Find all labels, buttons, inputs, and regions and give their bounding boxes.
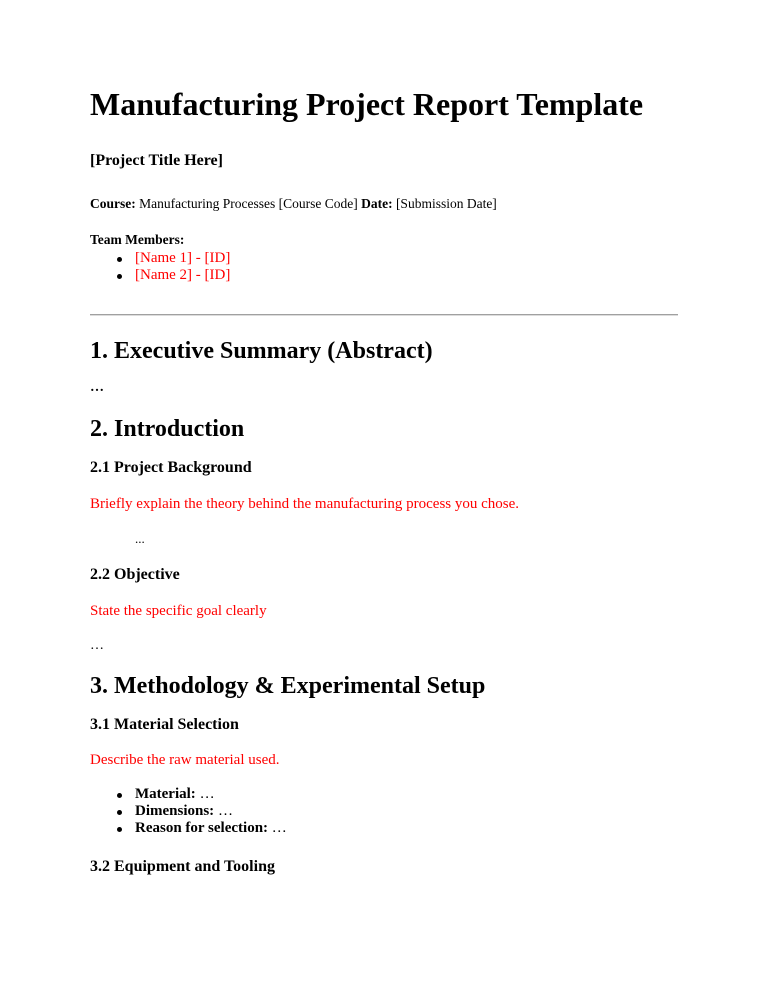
team-member-item — [90, 250, 230, 267]
material-detail-value: … — [217, 803, 233, 819]
horizontal-divider — [90, 314, 678, 316]
material-detail-item — [90, 820, 287, 837]
team-members-label: Team Members: — [90, 232, 185, 247]
project-background-instruction: Briefly explain the theory behind the manufacturing process you chose. — [90, 496, 520, 512]
material-detail-item — [90, 803, 287, 820]
subsection-heading-objective: 2.2 Objective — [90, 566, 180, 583]
section-heading-methodology: 3. Methodology & Experimental Setup — [90, 673, 486, 699]
team-members-list — [90, 250, 230, 284]
project-title: [Project Title Here] — [90, 152, 223, 169]
document-title: Manufacturing Project Report Template — [90, 86, 644, 122]
material-selection-instruction: Describe the raw material used. — [90, 752, 280, 768]
date-value: [Submission Date] — [395, 196, 497, 211]
material-detail-label: Reason for selection: — [135, 820, 269, 836]
project-background-body: ... — [135, 531, 145, 546]
course-meta-line — [90, 196, 497, 212]
objective-instruction: State the specific goal clearly — [90, 603, 267, 619]
material-detail-label: Dimensions: — [135, 803, 215, 819]
executive-summary-body: … — [90, 380, 104, 395]
subsection-heading-project-background: 2.1 Project Background — [90, 459, 252, 476]
team-member-name: [Name 2] - [ID] — [135, 267, 231, 283]
subsection-heading-equipment-tooling: 3.2 Equipment and Tooling — [90, 858, 275, 875]
date-label: Date: — [361, 196, 393, 211]
material-details-list — [90, 786, 287, 837]
team-member-name: [Name 1] - [ID] — [135, 250, 231, 266]
section-heading-executive-summary: 1. Executive Summary (Abstract) — [90, 338, 433, 364]
section-heading-introduction: 2. Introduction — [90, 416, 245, 442]
material-detail-value: … — [199, 786, 215, 802]
team-member-item — [90, 267, 230, 284]
course-value: Manufacturing Processes [Course Code] — [139, 196, 358, 211]
material-detail-item — [90, 786, 287, 803]
objective-body: … — [90, 638, 104, 653]
material-detail-label: Material: — [135, 786, 196, 802]
subsection-heading-material-selection: 3.1 Material Selection — [90, 716, 239, 733]
course-label: Course: — [90, 196, 136, 211]
material-detail-value: … — [271, 820, 287, 836]
